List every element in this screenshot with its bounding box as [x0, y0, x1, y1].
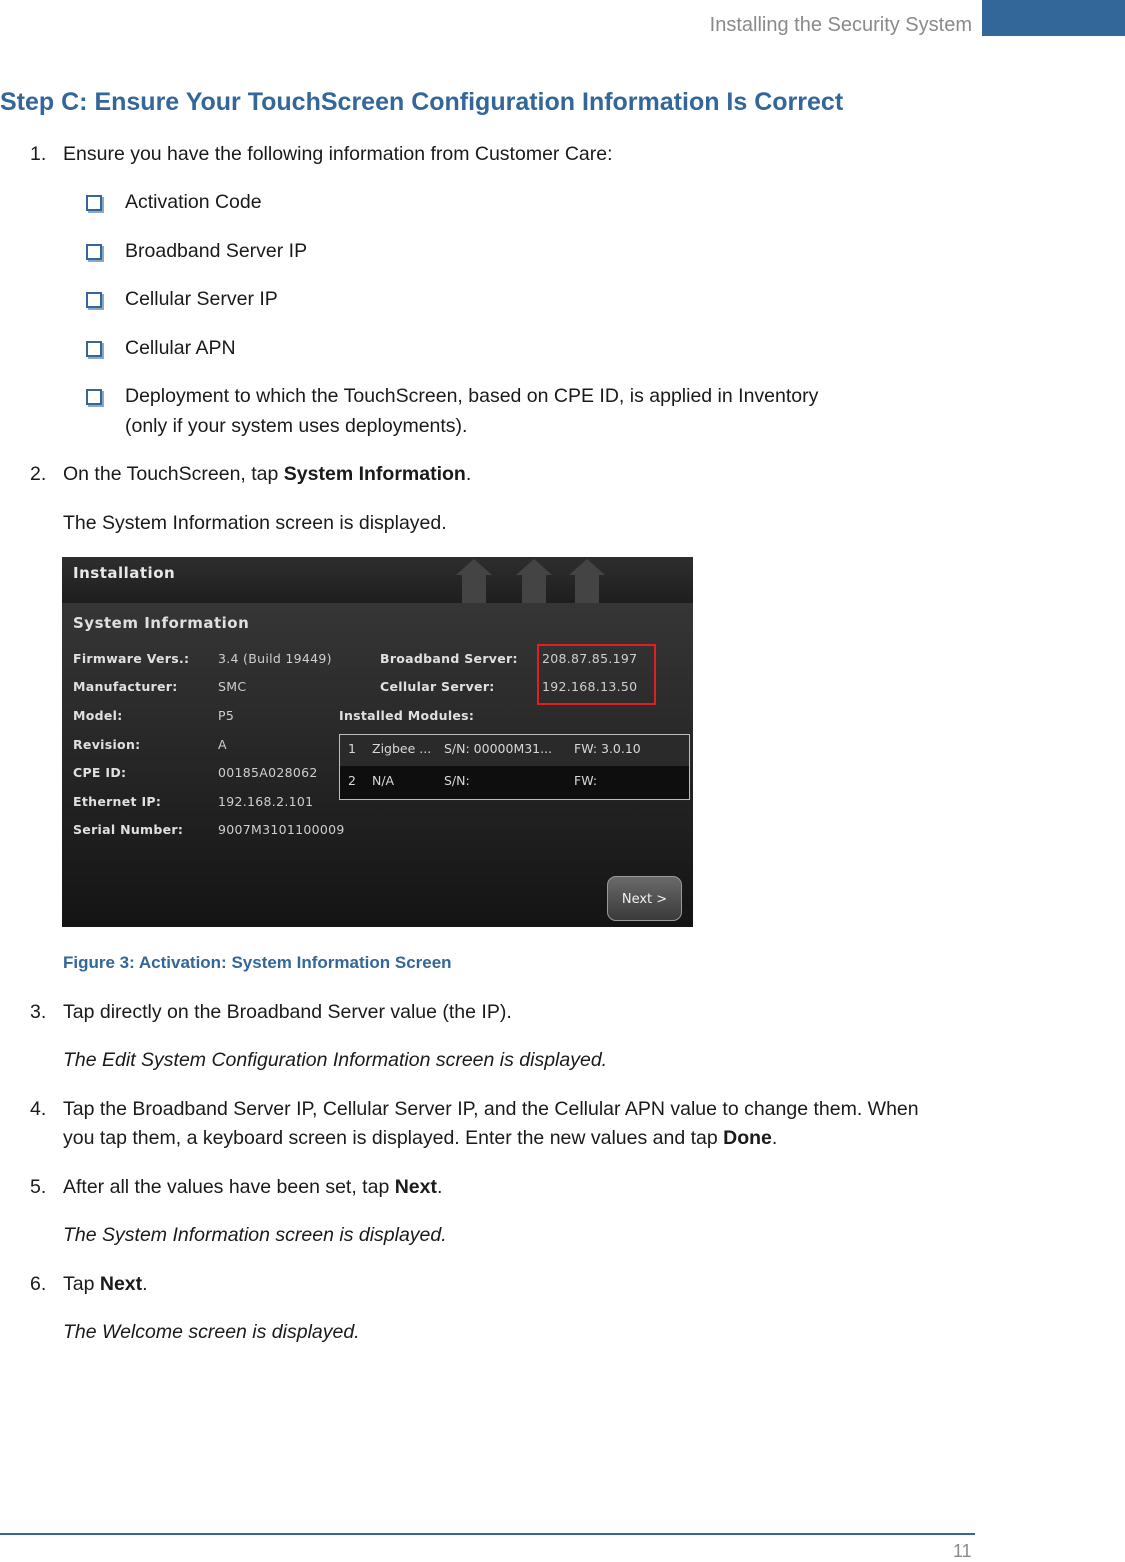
next-button[interactable]: Next > [607, 876, 682, 921]
step-text: Tap Next. [63, 1273, 148, 1295]
step-result: The Welcome screen is displayed. [63, 1321, 360, 1343]
checklist-item: Cellular Server IP [125, 288, 278, 310]
module-index: 2 [348, 773, 356, 788]
house-icon [454, 557, 494, 603]
step-text: Tap the Broadband Server IP, Cellular Server IP, and the Cellular APN value to change them. When [63, 1098, 919, 1120]
cellular-server-value[interactable]: 192.168.13.50 [542, 679, 638, 694]
serial-number-value: 9007M3101100009 [218, 822, 345, 837]
module-serial: S/N: 00000M31... [444, 741, 553, 756]
step-number: 1. [30, 143, 47, 165]
manufacturer-value: SMC [218, 679, 247, 694]
serial-number-label: Serial Number: [73, 822, 184, 837]
touchscreen-screenshot [62, 557, 693, 927]
step-number: 3. [30, 1001, 47, 1023]
house-icon [567, 557, 607, 603]
screen-section-title: System Information [73, 614, 250, 632]
modules-list [339, 734, 690, 800]
step-text-continued: you tap them, a keyboard screen is displayed. Enter the new values and tap Done. [63, 1127, 778, 1149]
step-text: Ensure you have the following information from Customer Care: [63, 143, 613, 165]
ethernet-ip-value: 192.168.2.101 [218, 794, 314, 809]
screen-title: Installation [73, 564, 176, 582]
module-firmware: FW: 3.0.10 [574, 741, 641, 756]
step-text: After all the values have been set, tap Next. [63, 1176, 443, 1198]
step-result: The System Information screen is displayed. [63, 512, 447, 534]
house-icon [514, 557, 554, 603]
model-value: P5 [218, 708, 235, 723]
manufacturer-label: Manufacturer: [73, 679, 178, 694]
step-number: 5. [30, 1176, 47, 1198]
model-label: Model: [73, 708, 123, 723]
revision-value: A [218, 737, 227, 752]
firmware-label: Firmware Vers.: [73, 651, 190, 666]
broadband-server-value[interactable]: 208.87.85.197 [542, 651, 638, 666]
ethernet-ip-label: Ethernet IP: [73, 794, 162, 809]
checkbox-icon [86, 244, 102, 260]
step-result: The Edit System Configuration Information screen is displayed. [63, 1049, 608, 1071]
broadband-server-label: Broadband Server: [380, 651, 518, 666]
checkbox-icon [86, 292, 102, 308]
checklist-item: Activation Code [125, 191, 262, 213]
module-index: 1 [348, 741, 356, 756]
highlight-box [537, 644, 656, 705]
checklist-item-continued: (only if your system uses deployments). [125, 415, 468, 437]
step-number: 6. [30, 1273, 47, 1295]
revision-label: Revision: [73, 737, 141, 752]
checkbox-icon [86, 389, 102, 405]
step-text: On the TouchScreen, tap System Information. [63, 463, 472, 485]
module-name: N/A [372, 773, 395, 788]
module-name: Zigbee ... [372, 741, 432, 756]
module-serial: S/N: [444, 773, 470, 788]
checkbox-icon [86, 341, 102, 357]
firmware-value: 3.4 (Build 19449) [218, 651, 332, 666]
header-color-block [982, 0, 1125, 36]
page-number: 11 [953, 1541, 972, 1561]
cellular-server-label: Cellular Server: [380, 679, 495, 694]
section-heading: Step C: Ensure Your TouchScreen Configuration Information Is Correct [0, 88, 844, 116]
installed-modules-label: Installed Modules: [339, 708, 475, 723]
step-text: Tap directly on the Broadband Server value (the IP). [63, 1001, 512, 1023]
checklist-item: Broadband Server IP [125, 240, 308, 262]
figure-caption: Figure 3: Activation: System Information Screen [63, 953, 452, 972]
checklist-item: Deployment to which the TouchScreen, based on CPE ID, is applied in Inventory [125, 385, 819, 407]
step-number: 2. [30, 463, 47, 485]
cpe-id-value: 00185A028062 [218, 765, 318, 780]
footer-rule [0, 1533, 975, 1535]
checklist-item: Cellular APN [125, 337, 236, 359]
module-firmware: FW: [574, 773, 598, 788]
running-header: Installing the Security System [709, 14, 972, 36]
cpe-id-label: CPE ID: [73, 765, 127, 780]
checkbox-icon [86, 195, 102, 211]
step-result: The System Information screen is displayed. [63, 1224, 447, 1246]
step-number: 4. [30, 1098, 47, 1120]
